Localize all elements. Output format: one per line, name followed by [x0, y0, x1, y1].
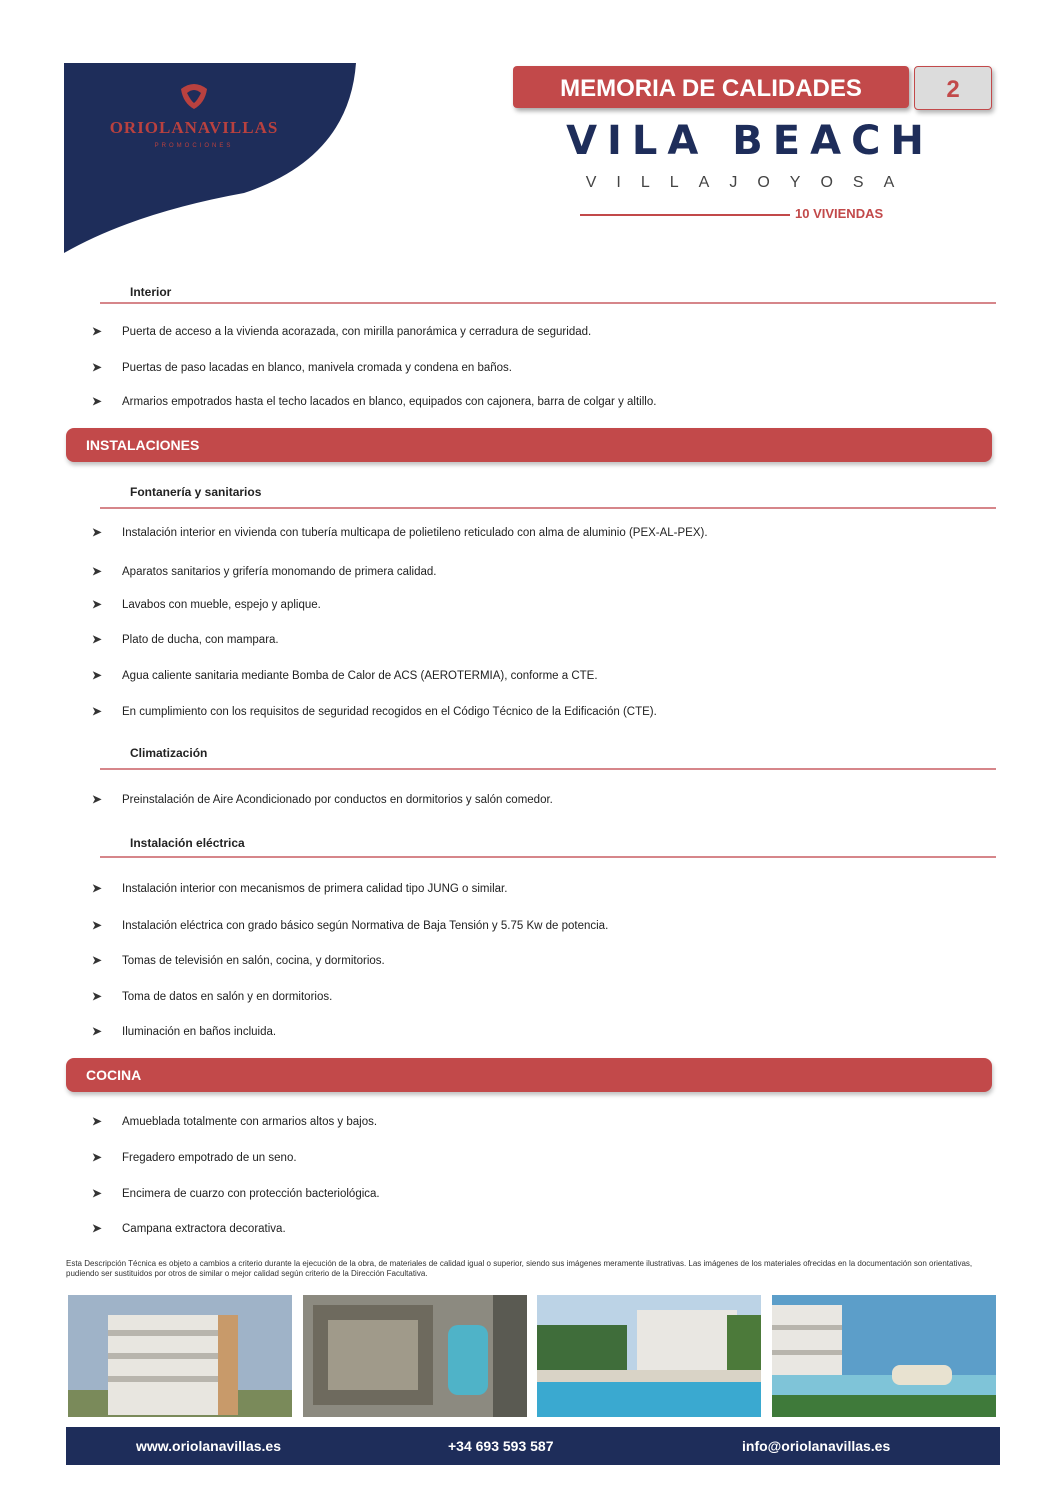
badge-label: MEMORIA DE CALIDADES	[560, 75, 862, 102]
arrow-bullet-icon: ➤	[92, 991, 102, 1003]
project-title: VILA BEACH	[566, 118, 934, 164]
arrow-bullet-icon: ➤	[92, 1026, 102, 1038]
arrow-bullet-icon: ➤	[92, 706, 102, 718]
logo-name: ORIOLANAVILLAS	[109, 118, 279, 137]
list-item: ➤ Puertas de paso lacadas en blanco, manivela cromada y condena en baños.	[92, 362, 512, 374]
subheading-electrica: Instalación eléctrica	[130, 836, 245, 850]
arrow-bullet-icon: ➤	[92, 670, 102, 682]
arrow-bullet-icon: ➤	[92, 396, 102, 408]
list-item: ➤ Instalación interior en vivienda con tubería multicapa de polietileno reticulado con alma de aluminio (PEX-AL-PEX).	[92, 527, 708, 539]
list-item: ➤ Lavabos con mueble, espejo y aplique.	[92, 599, 321, 611]
footer-contact-bar	[66, 1427, 1000, 1465]
arrow-bullet-icon: ➤	[92, 634, 102, 646]
arrow-bullet-icon: ➤	[92, 1188, 102, 1200]
list-item: ➤ Agua caliente sanitaria mediante Bomba de Calor de ACS (AEROTERMIA), conforme a CTE.	[92, 670, 598, 682]
section-title: COCINA	[86, 1067, 142, 1083]
list-item: ➤ Toma de datos en salón y en dormitorios.	[92, 991, 333, 1003]
aerial-pool-photo	[303, 1295, 527, 1417]
arrow-bullet-icon: ➤	[92, 1116, 102, 1128]
project-city: VILLAJOYOSA	[585, 174, 915, 191]
list-item: ➤ Campana extractora decorativa.	[92, 1223, 286, 1235]
disclaimer-note: Esta Descripción Técnica es objeto a cambios a criterio durante la ejecución de la obra, de materiales de calidad igual o superior, siendo sus imágenes meramente ilustrativas. Las imágenes de los materiales ofrecidas en la documentación son orientativas, pudiendo ser sustituidos por otros de similar o mejor calidad según criterio de la Dirección Facultativa.	[66, 1259, 973, 1278]
list-item: ➤ Aparatos sanitarios y grifería monomando de primera calidad.	[92, 566, 437, 578]
subheading-divider	[100, 856, 996, 858]
building-facade-photo	[68, 1295, 292, 1417]
page-number: 2	[946, 76, 960, 103]
beach-view-photo	[772, 1295, 996, 1417]
logo-emblem-icon	[177, 81, 211, 116]
list-item: ➤ Instalación eléctrica con grado básico según Normativa de Baja Tensión y 5.75 Kw de potencia.	[92, 920, 609, 932]
list-item: ➤ Tomas de televisión en salón, cocina, y dormitorios.	[92, 955, 385, 967]
list-item: ➤ En cumplimiento con los requisitos de seguridad recogidos en el Código Técnico de la Edificación (CTE).	[92, 706, 657, 718]
arrow-bullet-icon: ➤	[92, 599, 102, 611]
footer-phone[interactable]: +34 693 593 587	[448, 1438, 554, 1454]
list-item: ➤ Plato de ducha, con mampara.	[92, 634, 279, 646]
subheading-divider	[100, 302, 996, 304]
arrow-bullet-icon: ➤	[92, 1152, 102, 1164]
footer-email-link[interactable]: info@oriolanavillas.es	[742, 1438, 891, 1454]
list-item: ➤ Iluminación en baños incluida.	[92, 1026, 277, 1038]
page-number-box	[914, 66, 992, 110]
arrow-bullet-icon: ➤	[92, 326, 102, 338]
list-item: ➤ Amueblada totalmente con armarios altos y bajos.	[92, 1116, 378, 1128]
section-title: INSTALACIONES	[86, 437, 200, 453]
arrow-bullet-icon: ➤	[92, 566, 102, 578]
arrow-bullet-icon: ➤	[92, 920, 102, 932]
logo-tagline: PROMOCIONES	[154, 143, 234, 149]
project-divider	[580, 214, 790, 216]
arrow-bullet-icon: ➤	[92, 362, 102, 374]
company-logo	[64, 63, 356, 253]
subheading-fontaneria: Fontanería y sanitarios	[130, 485, 262, 499]
list-item: ➤ Encimera de cuarzo con protección bacteriológica.	[92, 1188, 380, 1200]
arrow-bullet-icon: ➤	[92, 794, 102, 806]
subheading-divider	[100, 768, 996, 770]
list-item: ➤ Fregadero empotrado de un seno.	[92, 1152, 297, 1164]
footer-website-link[interactable]: www.oriolanavillas.es	[136, 1438, 281, 1454]
document-type-badge	[513, 66, 909, 108]
subheading-climatizacion: Climatización	[130, 746, 208, 760]
arrow-bullet-icon: ➤	[92, 883, 102, 895]
list-item: ➤ Armarios empotrados hasta el techo lacados en blanco, equipados con cajonera, barra de colgar y altillo.	[92, 396, 657, 408]
subheading-interior: Interior	[130, 285, 172, 299]
list-item: ➤ Puerta de acceso a la vivienda acorazada, con mirilla panorámica y cerradura de seguridad.	[92, 326, 592, 338]
section-bar-instalaciones	[66, 428, 992, 462]
pool-garden-photo	[537, 1295, 761, 1417]
arrow-bullet-icon: ➤	[92, 527, 102, 539]
project-units: 10 VIVIENDAS	[795, 206, 884, 221]
subheading-divider	[100, 507, 996, 509]
section-bar-cocina	[66, 1058, 992, 1092]
arrow-bullet-icon: ➤	[92, 1223, 102, 1235]
list-item: ➤ Instalación interior con mecanismos de primera calidad tipo JUNG o similar.	[92, 883, 508, 895]
list-item: ➤ Preinstalación de Aire Acondicionado por conductos en dormitorios y salón comedor.	[92, 794, 553, 806]
arrow-bullet-icon: ➤	[92, 955, 102, 967]
